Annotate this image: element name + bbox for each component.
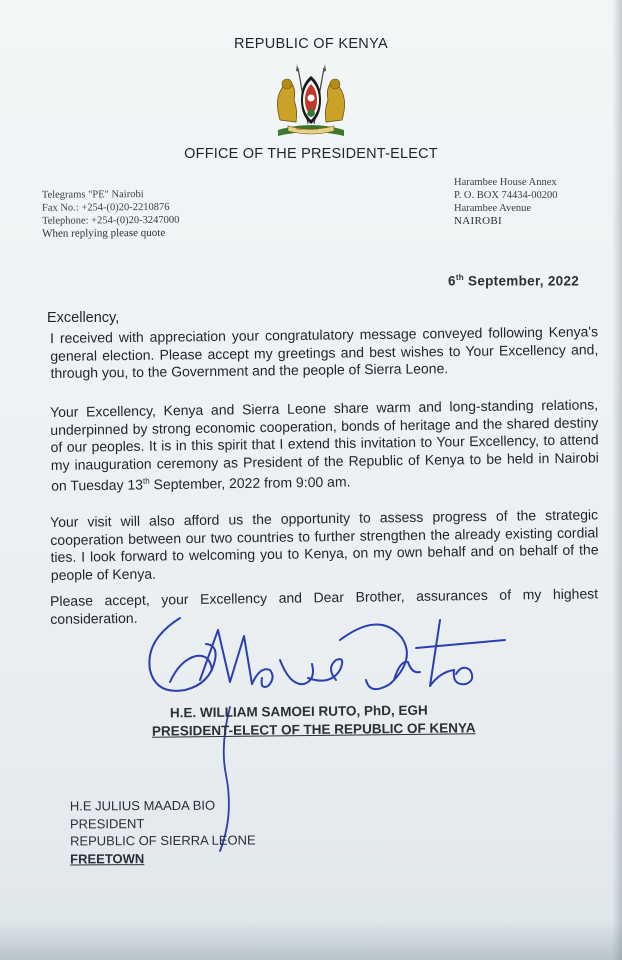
paper-bottom-shadow [0, 920, 622, 960]
paragraph-3: Your visit will also afford us the opportunity to assess progress of the strategic cooperation between our two countries to further strengthen the already existing cordial ties. I look forward to welcoming you to Kenya, on my own behalf and on behalf of the people of Kenya. [50, 506, 599, 583]
date-day: 6 [448, 273, 456, 289]
paragraph-2-text-b: September, 2022 from 9:00 am. [149, 473, 351, 493]
contact-right-block [454, 176, 614, 228]
telegrams-line: Telegrams "PE" Nairobi [41, 189, 144, 201]
letter-date [448, 273, 579, 289]
contact-left-block [42, 187, 262, 241]
reply-note: When replying please quote [42, 226, 166, 240]
letterhead-country: REPUBLIC OF KENYA [234, 36, 388, 52]
signer-title: PRESIDENT-ELECT OF THE REPUBLIC OF KENYA [151, 720, 476, 739]
address-line-3: Harambee Avenue [454, 203, 532, 214]
crest-motto: HARAMBEE [296, 126, 319, 131]
address-line-4: NAIROBI [454, 215, 502, 227]
addressee-role: PRESIDENT [69, 815, 145, 831]
paragraph-2 [50, 396, 599, 495]
paragraph-4: Please accept, your Excellency and Dear Brother, assurances of my highest consideration. [50, 585, 599, 627]
addressee-name: H.E JULIUS MAADA BIO [69, 797, 216, 814]
fax-line: Fax No.: +254-(0)20-2210876 [41, 201, 170, 214]
date-rest: September, 2022 [463, 273, 580, 289]
address-line-1: Harambee House Annex [454, 177, 557, 188]
telephone-line: Telephone: +254-(0)20-3247000 [42, 214, 180, 227]
paragraph-2-sup: th [142, 476, 150, 486]
handwritten-signature [140, 600, 520, 720]
signer-name: H.E. WILLIAM SAMOEI RUTO, PhD, EGH [169, 702, 428, 721]
salutation: Excellency, [47, 310, 120, 326]
letterhead-office: OFFICE OF THE PRESIDENT-ELECT [184, 146, 438, 162]
addressee-block [70, 797, 256, 868]
paragraph-2-text-a: Your Excellency, Kenya and Sierra Leone share warm and long-standing relations, underpinned by strong economic cooperation, bonds of heritage and the shared destiny of our peoples. It is in this spirit that I extend this invitation to Your Excellency, to attend my inauguration ceremony as President of the Republic of Kenya to be held in Nairobi on Tuesday 13 [50, 396, 599, 494]
date-suffix: th [455, 273, 464, 282]
paragraph-1: I received with appreciation your congratulatory message conveyed following Kenya's general election. Please accept my greetings and best wishes to Your Excellency and, through you, to the Government and the people of Sierra Leone. [50, 323, 599, 381]
addressee-city: FREETOWN [70, 850, 145, 866]
address-line-2: P. O. BOX 74434-00200 [454, 190, 558, 201]
addressee-country: REPUBLIC OF SIERRA LEONE [70, 832, 256, 849]
paper-edge-shadow [612, 0, 622, 960]
